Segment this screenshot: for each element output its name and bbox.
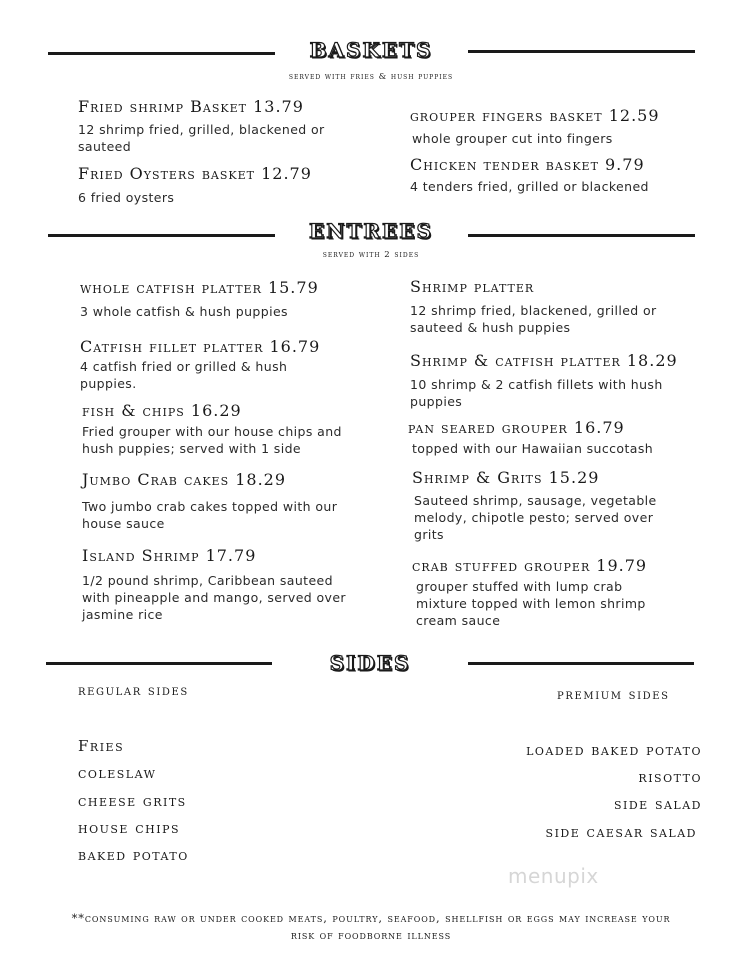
divider-line [46, 662, 272, 665]
menu-item-title: Jumbo Crab cakes 18.29 [82, 470, 287, 489]
side-item: risotto [638, 768, 702, 786]
divider-line [468, 662, 694, 665]
side-item: baked potato [78, 846, 189, 864]
sides-header [0, 651, 742, 681]
menu-item-desc: 10 shrimp & 2 catfish fillets with hush puppies [410, 377, 663, 409]
side-item: cheese grits [78, 792, 187, 810]
entrees-title: ENTREES [309, 219, 433, 243]
entrees-header [0, 219, 742, 249]
entrees-subtitle: served with 2 sides [322, 250, 420, 260]
divider-line [48, 52, 275, 55]
menu-item-title: Fried shrimp Basket 13.79 [78, 97, 304, 116]
menu-item-title: Fried Oysters basket 12.79 [78, 164, 312, 183]
side-item: house chips [78, 819, 181, 837]
divider-line [48, 234, 275, 237]
menu-item-title: Catfish fillet platter 16.79 [80, 337, 321, 356]
menu-item-title: grouper fingers basket 12.59 [410, 106, 660, 125]
divider-line [468, 234, 695, 237]
side-item: side salad [613, 795, 702, 813]
menu-item-title: Shrimp & Grits 15.29 [412, 468, 600, 487]
menu-item-desc: Sauteed shrimp, sausage, vegetable melody, chipotle pesto; served over grits [414, 493, 657, 542]
premium-sides-heading: premium sides [557, 687, 670, 703]
menu-item-desc: Two jumbo crab cakes topped with our house sauce [82, 499, 338, 531]
menu-item-desc: 6 fried oysters [78, 190, 175, 205]
menu-item-title: crab stuffed grouper 19.79 [412, 556, 648, 575]
side-item: coleslaw [78, 764, 157, 782]
baskets-subtitle: served with fries & hush puppies [288, 72, 454, 82]
menu-item-title: Chicken tender basket 9.79 [410, 155, 645, 174]
side-item: side caesar salad [545, 823, 697, 841]
regular-sides-heading: regular sides [78, 683, 189, 699]
menu-item-title: pan seared grouper 16.79 [408, 418, 625, 437]
menu-item-desc: 4 tenders fried, grilled or blackened [410, 179, 649, 194]
disclaimer-line: risk of foodborne illness [290, 928, 452, 942]
menu-item-desc: whole grouper cut into fingers [412, 131, 613, 146]
side-item: loaded baked potato [526, 741, 702, 759]
baskets-title: BASKETS [309, 38, 433, 62]
menu-item-desc: Fried grouper with our house chips and hush puppies; served with 1 side [82, 424, 342, 456]
divider-line [468, 50, 695, 53]
menu-item-desc: 12 shrimp fried, grilled, blackened or sauteed [78, 122, 325, 154]
menu-item-title: Shrimp platter [410, 277, 535, 296]
menu-item-desc: grouper stuffed with lump crab mixture topped with lemon shrimp cream sauce [416, 579, 646, 628]
menu-item-title: Island Shrimp 17.79 [82, 546, 257, 565]
menu-item-desc: 4 catfish fried or grilled & hush puppies. [80, 359, 288, 391]
menu-item-desc: 3 whole catfish & hush puppies [80, 304, 288, 319]
menu-item-title: fish & chips 16.29 [82, 401, 242, 420]
menu-item-desc: 1/2 pound shrimp, Caribbean sauteed with pineapple and mango, served over jasmine rice [82, 573, 346, 622]
food-safety-disclaimer [0, 910, 742, 944]
sides-title: SIDES [329, 651, 411, 675]
menupix-watermark: menupix [508, 864, 599, 888]
menu-item-desc: 12 shrimp fried, blackened, grilled or sauteed & hush puppies [410, 303, 657, 335]
menu-item-title: Shrimp & catfish platter 18.29 [410, 351, 678, 370]
disclaimer-line: **consuming raw or under cooked meats, poultry, seafood, shellfish or eggs may increase your [71, 911, 671, 925]
menu-item-desc: topped with our Hawaiian succotash [412, 441, 654, 456]
side-item: Fries [78, 737, 125, 755]
baskets-header [0, 38, 742, 68]
menu-item-title: whole catfish platter 15.79 [80, 278, 319, 297]
